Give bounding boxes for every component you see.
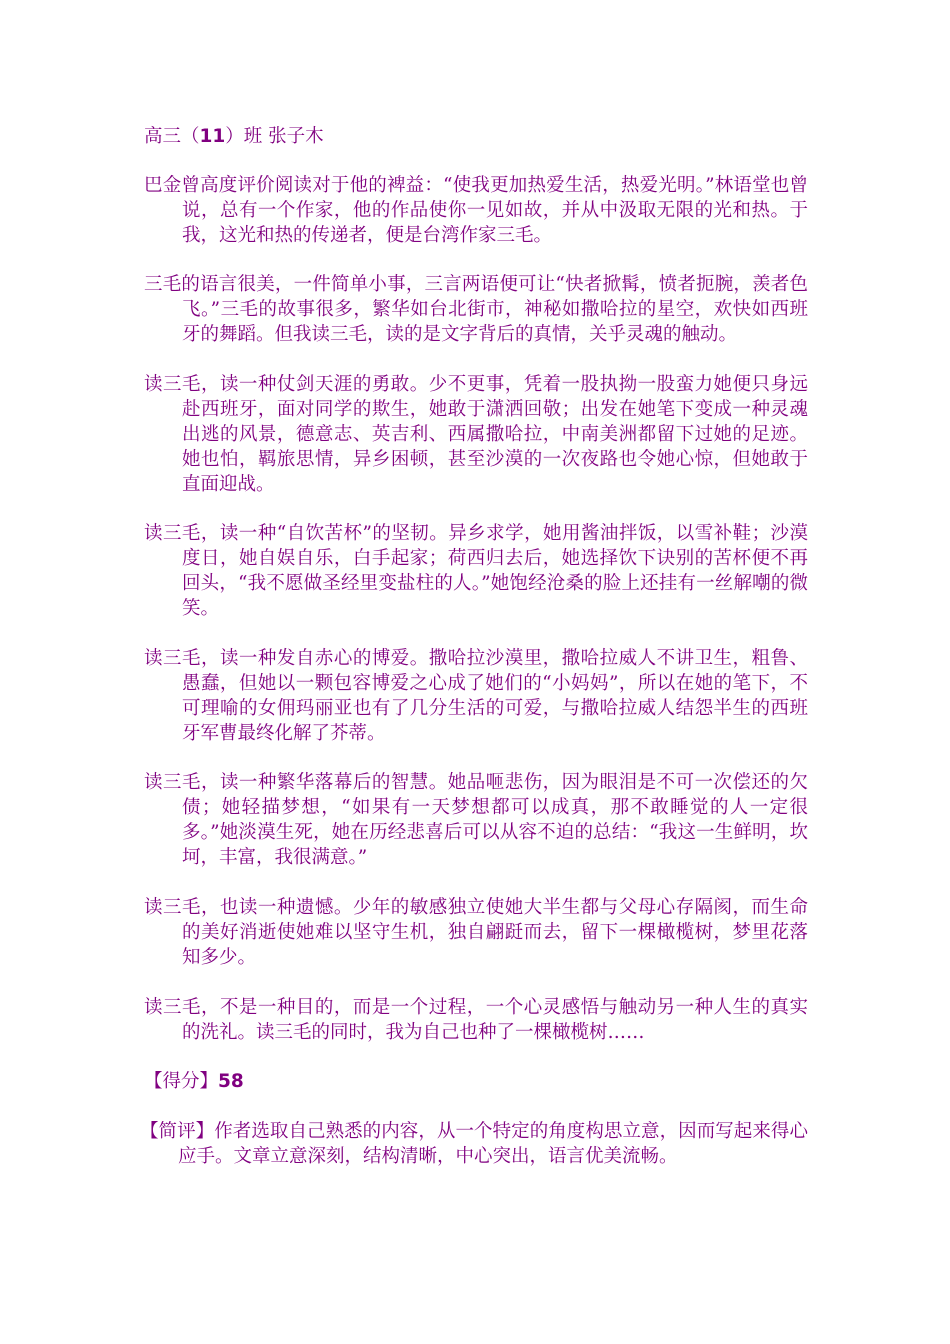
review-paragraph (140, 1119, 808, 1169)
author-prefix: 高三（ (144, 126, 200, 147)
paragraph-5: 读三毛，读一种发自赤心的博爱。撒哈拉沙漠里，撒哈拉威人不讲卫生，粗鲁、愚蠢，但她以一颗包容博爱之心成了她们的“小妈妈”，所以在她的笔下，不可理喻的女佣玛丽亚也有了几分生活的可爱，与撒哈拉威人结怨半生的西班牙军曹最终化解了芥蒂。 (144, 648, 808, 744)
paragraph-3: 读三毛，读一种仗剑天涯的勇敢。少不更事，凭着一股执拗一股蛮力她便只身远赴西班牙，面对同学的欺生，她敢于潇洒回敬；出发在她笔下变成一种灵魂出逃的风景，德意志、英吉利、西属撒哈拉，中南美洲都留下过她的足迹。她也怕，羁旅思情，异乡困顿，甚至沙漠的一次夜路也令她心惊，但她敢于直面迎战。 (144, 374, 808, 495)
class-number: 11 (199, 126, 226, 147)
author-suffix: ）班 张子木 (225, 126, 324, 147)
paragraph-8: 读三毛，不是一种目的，而是一个过程，一个心灵感悟与触动另一种人生的真实的洗礼。读三毛的同时，我为自己也种了一棵橄榄树…… (144, 997, 808, 1043)
paragraph-2: 三毛的语言很美，一件简单小事，三言两语便可让“快者掀髯，愤者扼腕，羡者色飞。”三毛的故事很多，繁华如台北街市，神秘如撒哈拉的星空，欢快如西班牙的舞蹈。但我读三毛，读的是文字背后的真情，关乎灵魂的触动。 (144, 274, 808, 345)
review-text: 作者选取自己熟悉的内容，从一个特定的角度构思立意，因而写起来得心应手。文章立意深刻，结构清晰，中心突出，语言优美流畅。 (178, 1121, 808, 1167)
score-value: 58 (218, 1071, 244, 1092)
score-label: 【得分】 (144, 1071, 219, 1092)
paragraph-4: 读三毛，读一种“自饮苦杯”的坚韧。异乡求学，她用酱油拌饭，以雪补鞋；沙漠度日，她自娱自乐，白手起家；荷西归去后，她选择饮下诀别的苦杯便不再回头，“我不愿做圣经里变盐柱的人。”她饱经沧桑的脸上还挂有一丝解嘲的微笑。 (144, 523, 808, 619)
paragraph-6: 读三毛，读一种繁华落幕后的智慧。她品咂悲伤，因为眼泪是不可一次偿还的欠债；她轻描梦想，“如果有一天梦想都可以成真，那不敢睡觉的人一定很多。”她淡漠生死，她在历经悲喜后可以从容不迫的总结：“我这一生鲜明，坎坷，丰富，我很满意。” (144, 772, 808, 868)
paragraph-7: 读三毛，也读一种遗憾。少年的敏感独立使她大半生都与父母心存隔阂，而生命的美好消逝使她难以坚守生机，独自翩跹而去，留下一棵橄榄树，梦里花落知多少。 (144, 897, 808, 968)
author-line (144, 124, 324, 149)
paragraph-1: 巴金曾高度评价阅读对于他的裨益：“使我更加热爱生活，热爱光明。”林语堂也曾说，总有一个作家，他的作品使你一见如故，并从中汲取无限的光和热。于我，这光和热的传递者，便是台湾作家三毛。 (144, 175, 808, 246)
review-label: 【简评】 (140, 1121, 215, 1142)
score-line (144, 1069, 808, 1094)
